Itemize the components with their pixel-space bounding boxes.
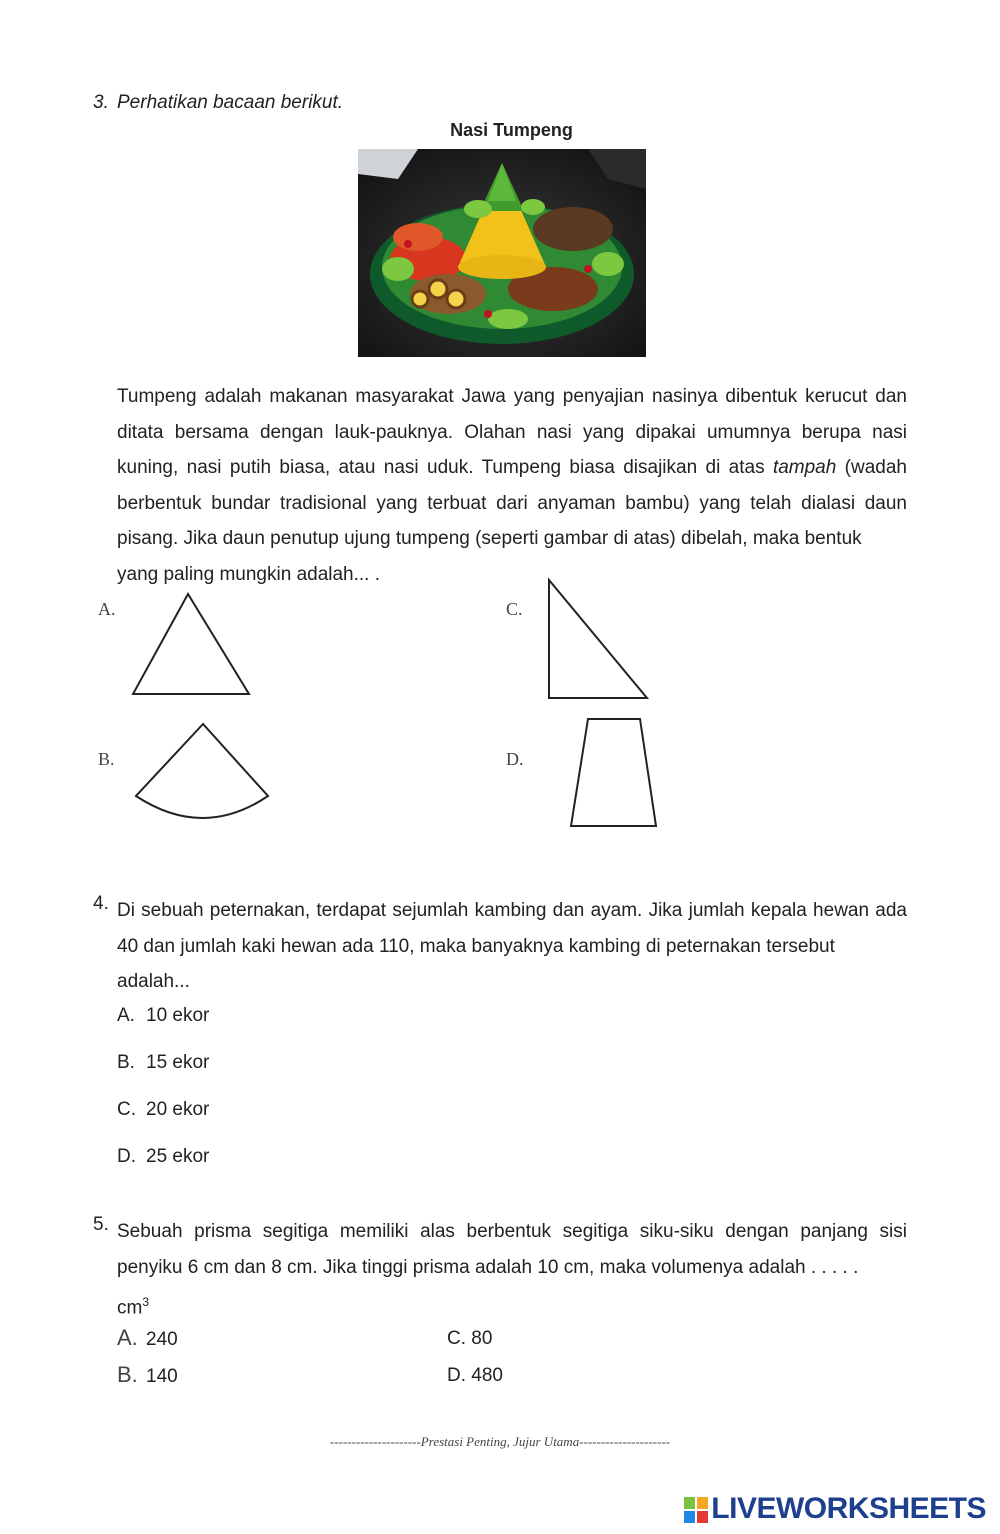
q4-option-d-text: 25 ekor	[146, 1146, 210, 1167]
q5-unit-sup: 3	[142, 1295, 150, 1309]
right-triangle-icon[interactable]	[545, 576, 651, 702]
q3-question-text	[117, 379, 907, 592]
q3-option-b-label[interactable]: B.	[98, 749, 115, 769]
image-title: Nasi Tumpeng	[450, 120, 573, 140]
q3-option-c-label[interactable]: C.	[506, 599, 523, 619]
triangle-icon[interactable]	[128, 590, 254, 698]
q4-text: Di sebuah peternakan, terdapat sejumlah kambing dan ayam. Jika jumlah kepala hewan ada 40 dan jumlah kaki hewan ada 110, maka banyaknya kambing di peternakan tersebut	[117, 900, 907, 957]
q4-option-a[interactable]	[117, 1005, 209, 1027]
q3-intro	[93, 92, 343, 114]
q4-number: 4.	[93, 893, 109, 914]
brand-text: LIVEWORKSHEETS	[711, 1492, 986, 1525]
q4-option-a-letter: A.	[117, 1005, 135, 1026]
q4-option-c-letter: C.	[117, 1099, 136, 1120]
q5-option-a-text: 240	[146, 1329, 178, 1350]
q5-option-d[interactable]	[447, 1365, 503, 1387]
q5-option-b[interactable]	[117, 1362, 178, 1388]
q3-number: 3.	[93, 92, 109, 113]
q4-option-b-letter: B.	[117, 1052, 135, 1073]
nasi-tumpeng-photo	[358, 149, 646, 357]
q4-option-b[interactable]	[117, 1052, 209, 1074]
q5-unit	[117, 1285, 907, 1326]
liveworksheets-brand	[684, 1492, 986, 1526]
q3-text-italic: tampah	[772, 457, 837, 478]
q3-text-last: yang paling mungkin adalah... .	[117, 563, 381, 585]
q4-option-c-text: 20 ekor	[146, 1099, 210, 1120]
sector-icon[interactable]	[132, 720, 272, 830]
q5-option-c-text: 80	[471, 1328, 493, 1349]
trapezoid-icon[interactable]	[567, 715, 661, 831]
q4-option-c[interactable]	[117, 1099, 209, 1121]
q4-option-d-letter: D.	[117, 1146, 136, 1167]
q5-option-a[interactable]	[117, 1325, 178, 1351]
q5-option-c-letter: C.	[447, 1328, 466, 1349]
q4-option-b-text: 15 ekor	[146, 1052, 210, 1073]
liveworksheets-logo-icon	[684, 1497, 708, 1523]
q4-option-a-text: 10 ekor	[146, 1005, 210, 1026]
q4-text-last: adalah...	[117, 971, 190, 992]
q5-text: Sebuah prisma segitiga memiliki alas berbentuk segitiga siku-siku dengan panjang sisi penyiku 6 cm dan 8 cm. Jika tinggi prisma adalah 10 cm, maka volumenya adalah . . . . .	[117, 1221, 907, 1278]
q5-option-a-letter: A.	[117, 1325, 138, 1350]
q5-option-c[interactable]	[447, 1328, 492, 1350]
q5-option-d-text: 480	[471, 1365, 503, 1386]
q3-intro-text: Perhatikan bacaan berikut.	[117, 92, 344, 113]
q5-option-d-letter: D.	[447, 1365, 466, 1386]
q5-unit-text: cm	[117, 1297, 143, 1319]
q5-question-text	[117, 1214, 907, 1326]
q4-question-text	[117, 893, 907, 1000]
q5-option-b-letter: B.	[117, 1362, 138, 1387]
q3-text-part1: Tumpeng adalah makanan masyarakat Jawa yang penyajian nasinya dibentuk kerucut dan ditata bersama dengan lauk-pauknya. Olahan nasi yang dipakai umumnya berupa nasi kuning, nasi putih biasa, atau nasi uduk. Tumpeng biasa disajikan di atas	[117, 386, 907, 478]
q5-number: 5.	[93, 1214, 109, 1235]
q3-option-d-label[interactable]: D.	[506, 749, 524, 769]
q4-option-d[interactable]	[117, 1146, 209, 1168]
q3-text-part2: (wadah berbentuk bundar tradisional yang terbuat dari anyaman bambu) yang telah dialasi daun pisang. Jika daun penutup ujung tumpeng (seperti gambar di atas) dibelah, maka bentuk	[117, 457, 907, 549]
footer-motto: ---------------------Prestasi Penting, Jujur Utama---------------------	[329, 1434, 671, 1449]
q5-option-b-text: 140	[146, 1366, 178, 1387]
q3-option-a-label[interactable]: A.	[98, 599, 116, 619]
